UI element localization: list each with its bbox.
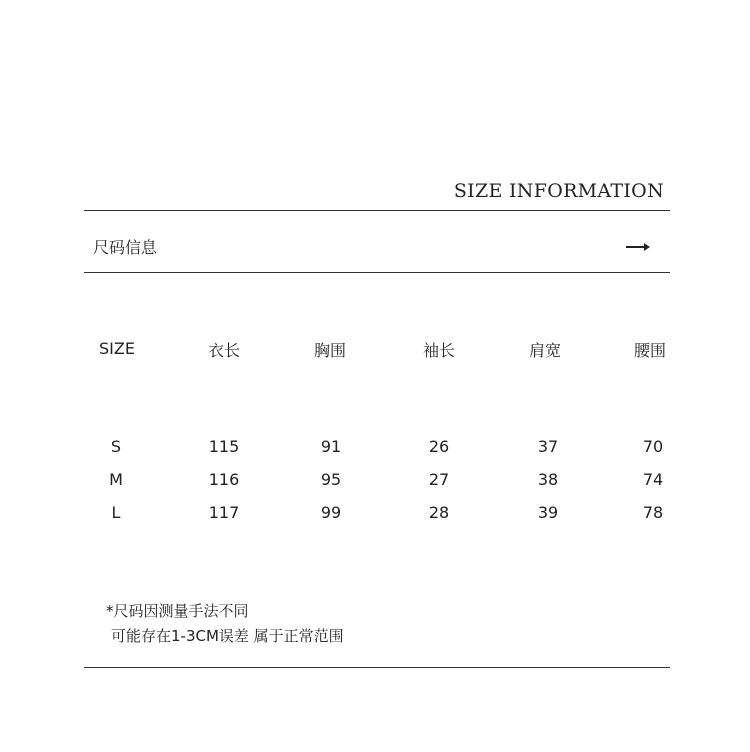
header-shoulder: 肩宽: [528, 341, 562, 360]
table-cell: 74: [642, 470, 664, 489]
measurement-note-2: 可能存在1-3CM误差 属于正常范围: [111, 627, 344, 645]
table-cell: 28: [428, 503, 450, 522]
table-cell: 95: [320, 470, 342, 489]
table-cell: 38: [537, 470, 559, 489]
table-cell: M: [109, 470, 123, 489]
header-length: 衣长: [207, 341, 241, 360]
table-cell: 116: [208, 470, 240, 489]
table-cell: 117: [208, 503, 240, 522]
header-chest: 胸围: [313, 341, 347, 360]
table-cell: 70: [642, 437, 664, 456]
table-cell: 39: [537, 503, 559, 522]
arrow-right-icon: [626, 243, 650, 251]
header-waist: 腰围: [633, 341, 667, 360]
table-cell: 99: [320, 503, 342, 522]
table-cell: S: [110, 437, 122, 456]
table-cell: L: [111, 503, 121, 522]
subtitle-divider: [84, 272, 670, 273]
size-info-title: SIZE INFORMATION: [453, 180, 664, 202]
measurement-note-1: *尺码因测量手法不同: [106, 602, 249, 620]
header-sleeve: 袖长: [422, 341, 456, 360]
bottom-divider: [84, 667, 670, 668]
size-info-subtitle: 尺码信息: [93, 238, 158, 257]
header-size: SIZE: [99, 339, 135, 358]
top-divider: [84, 210, 670, 211]
table-cell: 91: [320, 437, 342, 456]
table-cell: 78: [642, 503, 664, 522]
table-cell: 27: [428, 470, 450, 489]
table-cell: 26: [428, 437, 450, 456]
table-cell: 115: [208, 437, 240, 456]
table-cell: 37: [537, 437, 559, 456]
